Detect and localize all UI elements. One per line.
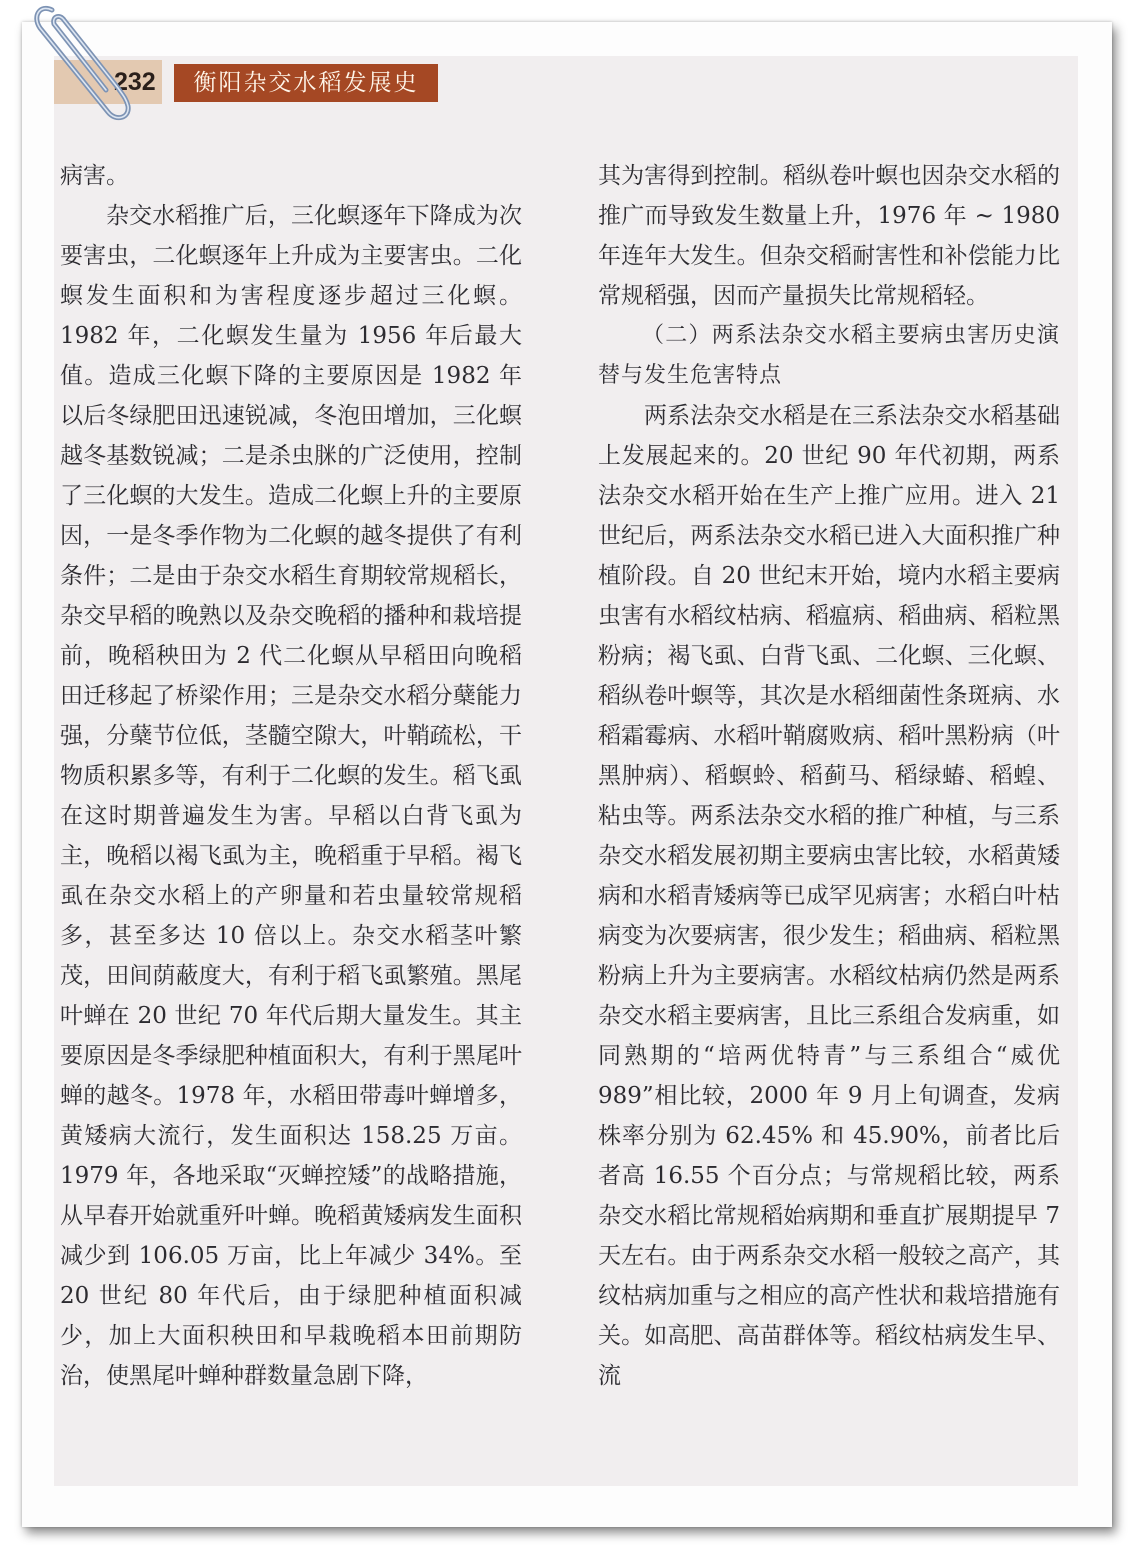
book-page <box>54 56 1078 1486</box>
paperclip-icon <box>30 0 150 130</box>
left-column <box>60 156 522 1396</box>
paragraph: 病害。 <box>60 163 129 189</box>
section-subheading: （二）两系法杂交水稻主要病虫害历史演替与发生危害特点 <box>598 323 1060 388</box>
page-number: 232 <box>114 68 156 96</box>
paragraph: 杂交水稻推广后，三化螟逐年下降成为次要害虫，二化螟逐年上升成为主要害虫。二化螟发生面积和为害程度逐步超过三化螟。1982 年，二化螟发生量为 1956 年后最大值。造成三化螟下降的主要原因是 1982 年以后冬绿肥田迅速锐减，冬泡田增加，三化螟越冬基数锐减；二是杀虫脒的广泛使用，控制了三化螟的大发生。造成二化螟上升的主要原因，一是冬季作物为二化螟的越冬提供了有利条件；二是由于杂交水稻生育期较常规稻长，杂交早稻的晚熟以及杂交晚稻的播种和栽培提前，晚稻秧田为 2 代二化螟从早稻田向晚稻田迁移起了桥梁作用；三是杂交水稻分蘖能力强，分蘖节位低，茎髓空隙大，叶鞘疏松，干物质积累多等，有利于二化螟的发生。稻飞虱在这时期普遍发生为害。早稻以白背飞虱为主，晚稻以褐飞虱为主，晚稻重于早稻。褐飞虱在杂交水稻上的产卵量和若虫量较常规稻多，甚至多达 10 倍以上。杂交水稻茎叶繁茂，田间荫蔽度大，有利于稻飞虱繁殖。黑尾叶蝉在 20 世纪 70 年代后期大量发生。其主要原因是冬季绿肥种植面积大，有利于黑尾叶蝉的越冬。1978 年，水稻田带毒叶蝉增多，黄矮病大流行，发生面积达 158.25 万亩。1979 年，各地采取“灭蝉控矮”的战略措施，从早春开始就重歼叶蝉。晚稻黄矮病发生面积减少到 106.05 万亩，比上年减少 34%。至 20 世纪 80 年代后，由于绿肥种植面积减少，加上大面积秧田和早栽晚稻本田前期防治，使黑尾叶蝉种群数量急剧下降， <box>60 203 522 1389</box>
right-column <box>598 156 1060 1396</box>
paragraph: 两系法杂交水稻是在三系法杂交水稻基础上发展起来的。20 世纪 90 年代初期，两系法杂交水稻开始在生产上推广应用。进入 21 世纪后，两系法杂交水稻已进入大面积推广种植阶段。自 20 世纪末开始，境内水稻主要病虫害有水稻纹枯病、稻瘟病、稻曲病、稻粒黑粉病；褐飞虱、白背飞虱、二化螟、三化螟、稻纵卷叶螟等，其次是水稻细菌性条斑病、水稻霜霉病、水稻叶鞘腐败病、稻叶黑粉病（叶黑肿病）、稻螟蛉、稻蓟马、稻绿蝽、稻蝗、粘虫等。两系法杂交水稻的推广种植，与三系杂交水稻发展初期主要病虫害比较，水稻黄矮病和水稻青矮病等已成罕见病害；水稻白叶枯病变为次要病害，很少发生；稻曲病、稻粒黑粉病上升为主要病害。水稻纹枯病仍然是两系杂交水稻主要病害，且比三系组合发病重，如同熟期的“培两优特青”与三系组合“威优 989”相比较，2000 年 9 月上旬调查，发病株率分别为 62.45% 和 45.90%，前者比后者高 16.55 个百分点；与常规稻比较，两系杂交水稻比常规稻始病期和垂直扩展期提早 7 天左右。由于两系杂交水稻一般较之高产，其纹枯病加重与之相应的高产性状和栽培措施有关。如高肥、高苗群体等。稻纹枯病发生早、流 <box>598 403 1060 1389</box>
book-title: 衡阳杂交水稻发展史 <box>193 70 419 96</box>
paragraph: 其为害得到控制。稻纵卷叶螟也因杂交水稻的推广而导致发生数量上升，1976 年 ~ 1980 年连年大发生。但杂交稻耐害性和补偿能力比常规稻强，因而产量损失比常规稻轻。 <box>598 163 1060 309</box>
running-header <box>174 64 438 102</box>
